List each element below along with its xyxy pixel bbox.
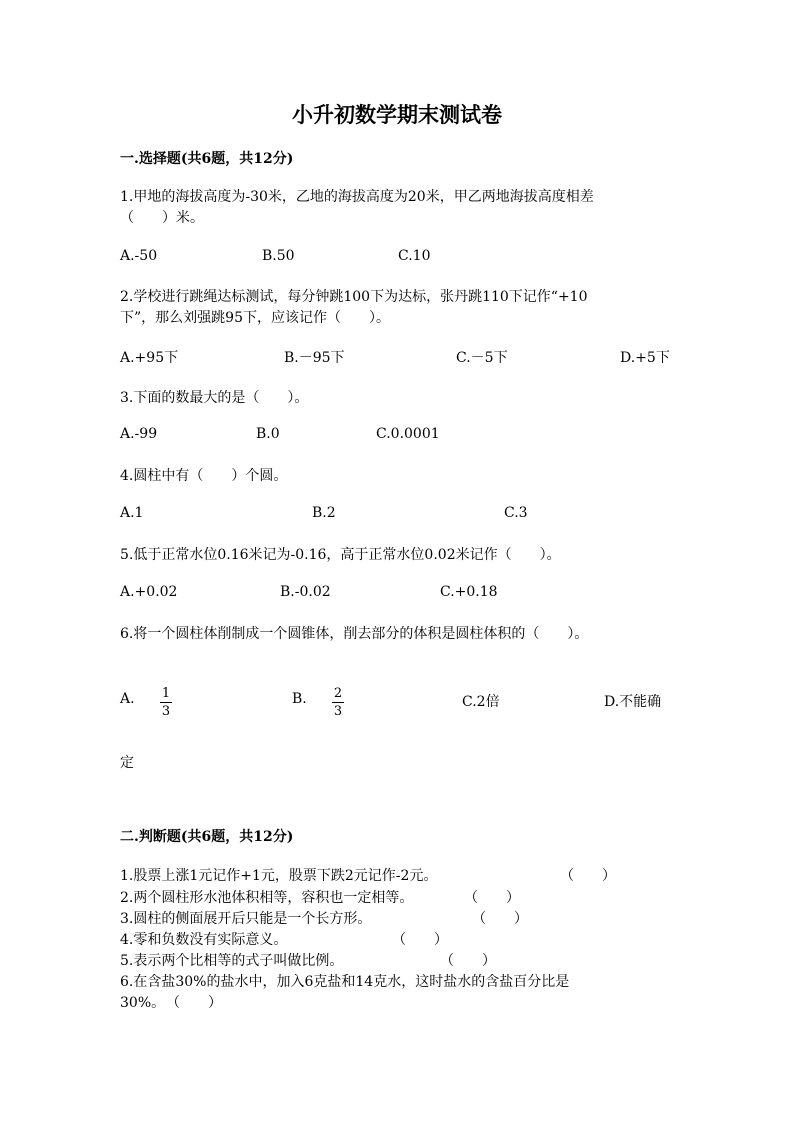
q5-option-b: B.-0.02 xyxy=(280,584,331,600)
fraction-denominator: 3 xyxy=(333,704,343,719)
judgement-blank-5: （ ） xyxy=(440,953,496,969)
judgement-item-5: 5.表示两个比相等的式子叫做比例。 xyxy=(120,953,344,969)
q6-option-a-fraction xyxy=(160,686,172,719)
q2-option-c: C.－5下 xyxy=(456,350,508,366)
judgement-item-6: 6.在含盐30%的盐水中，加入6克盐和14克水，这时盐水的含盐百分比是 xyxy=(120,974,570,990)
question-6: 6.将一个圆柱体削制成一个圆锥体，削去部分的体积是圆柱体积的（ ）。 xyxy=(120,626,589,642)
q6-option-b-fraction xyxy=(332,686,344,719)
q4-option-a: A.1 xyxy=(120,505,144,521)
q4-option-c: C.3 xyxy=(504,505,528,521)
judgement-blank-4: （ ） xyxy=(392,932,448,948)
question-1-line2: （ ）米。 xyxy=(120,210,204,226)
q1-option-b: B.50 xyxy=(262,248,295,264)
q6-option-d-continued: 定 xyxy=(120,755,134,771)
q2-option-d: D.+5下 xyxy=(620,350,670,366)
judgement-blank-1: （ ） xyxy=(560,868,616,884)
section-heading-judgement: 二.判断题(共6题，共12分) xyxy=(120,829,294,845)
q5-option-a: A.+0.02 xyxy=(120,584,178,600)
judgement-item-1: 1.股票上涨1元记作+1元，股票下跌2元记作-2元。 xyxy=(120,868,438,884)
judgement-item-6-continued: 30%。 xyxy=(120,995,166,1011)
q2-option-a: A.+95下 xyxy=(120,350,179,366)
q1-option-c: C.10 xyxy=(398,248,431,264)
question-5: 5.低于正常水位0.16米记为-0.16，高于正常水位0.02米记作（ ）。 xyxy=(120,547,561,563)
fraction-bar xyxy=(332,702,344,703)
section-heading-choice: 一.选择题(共6题，共12分) xyxy=(120,151,294,167)
judgement-item-4: 4.零和负数没有实际意义。 xyxy=(120,932,288,948)
q2-option-b: B.－95下 xyxy=(284,350,345,366)
fraction-numerator: 1 xyxy=(161,686,171,701)
q3-option-a: A.-99 xyxy=(120,426,158,442)
q1-option-a: A.-50 xyxy=(120,248,158,264)
judgement-blank-3: （ ） xyxy=(472,911,528,927)
fraction-numerator: 2 xyxy=(333,686,343,701)
q3-option-c: C.0.0001 xyxy=(376,426,440,442)
question-2-line2: 下”，那么刘强跳95下，应该记作（ ）。 xyxy=(120,310,390,326)
question-3: 3.下面的数最大的是（ ）。 xyxy=(120,390,309,406)
q6-option-a-label: A. xyxy=(120,691,135,707)
judgement-blank-2: （ ） xyxy=(464,890,520,906)
fraction-denominator: 3 xyxy=(161,704,171,719)
q3-option-b: B.0 xyxy=(256,426,280,442)
question-4: 4.圆柱中有（ ）个圆。 xyxy=(120,468,288,484)
page-title: 小升初数学期末测试卷 xyxy=(292,102,502,127)
judgement-item-2: 2.两个圆柱形水池体积相等，容积也一定相等。 xyxy=(120,890,414,906)
judgement-blank-6: （ ） xyxy=(166,995,222,1011)
judgement-item-3: 3.圆柱的侧面展开后只能是一个长方形。 xyxy=(120,911,372,927)
q6-option-b-label: B. xyxy=(292,691,307,707)
fraction-bar xyxy=(160,702,172,703)
question-1-line1: 1.甲地的海拔高度为-30米，乙地的海拔高度为20米，甲乙两地海拔高度相差 xyxy=(120,189,594,205)
q4-option-b: B.2 xyxy=(312,505,336,521)
q6-option-c: C.2倍 xyxy=(462,694,500,710)
question-2-line1: 2.学校进行跳绳达标测试，每分钟跳100下为达标，张丹跳110下记作“+10 xyxy=(120,289,588,305)
q5-option-c: C.+0.18 xyxy=(440,584,498,600)
q6-option-d: D.不能确 xyxy=(604,694,662,710)
